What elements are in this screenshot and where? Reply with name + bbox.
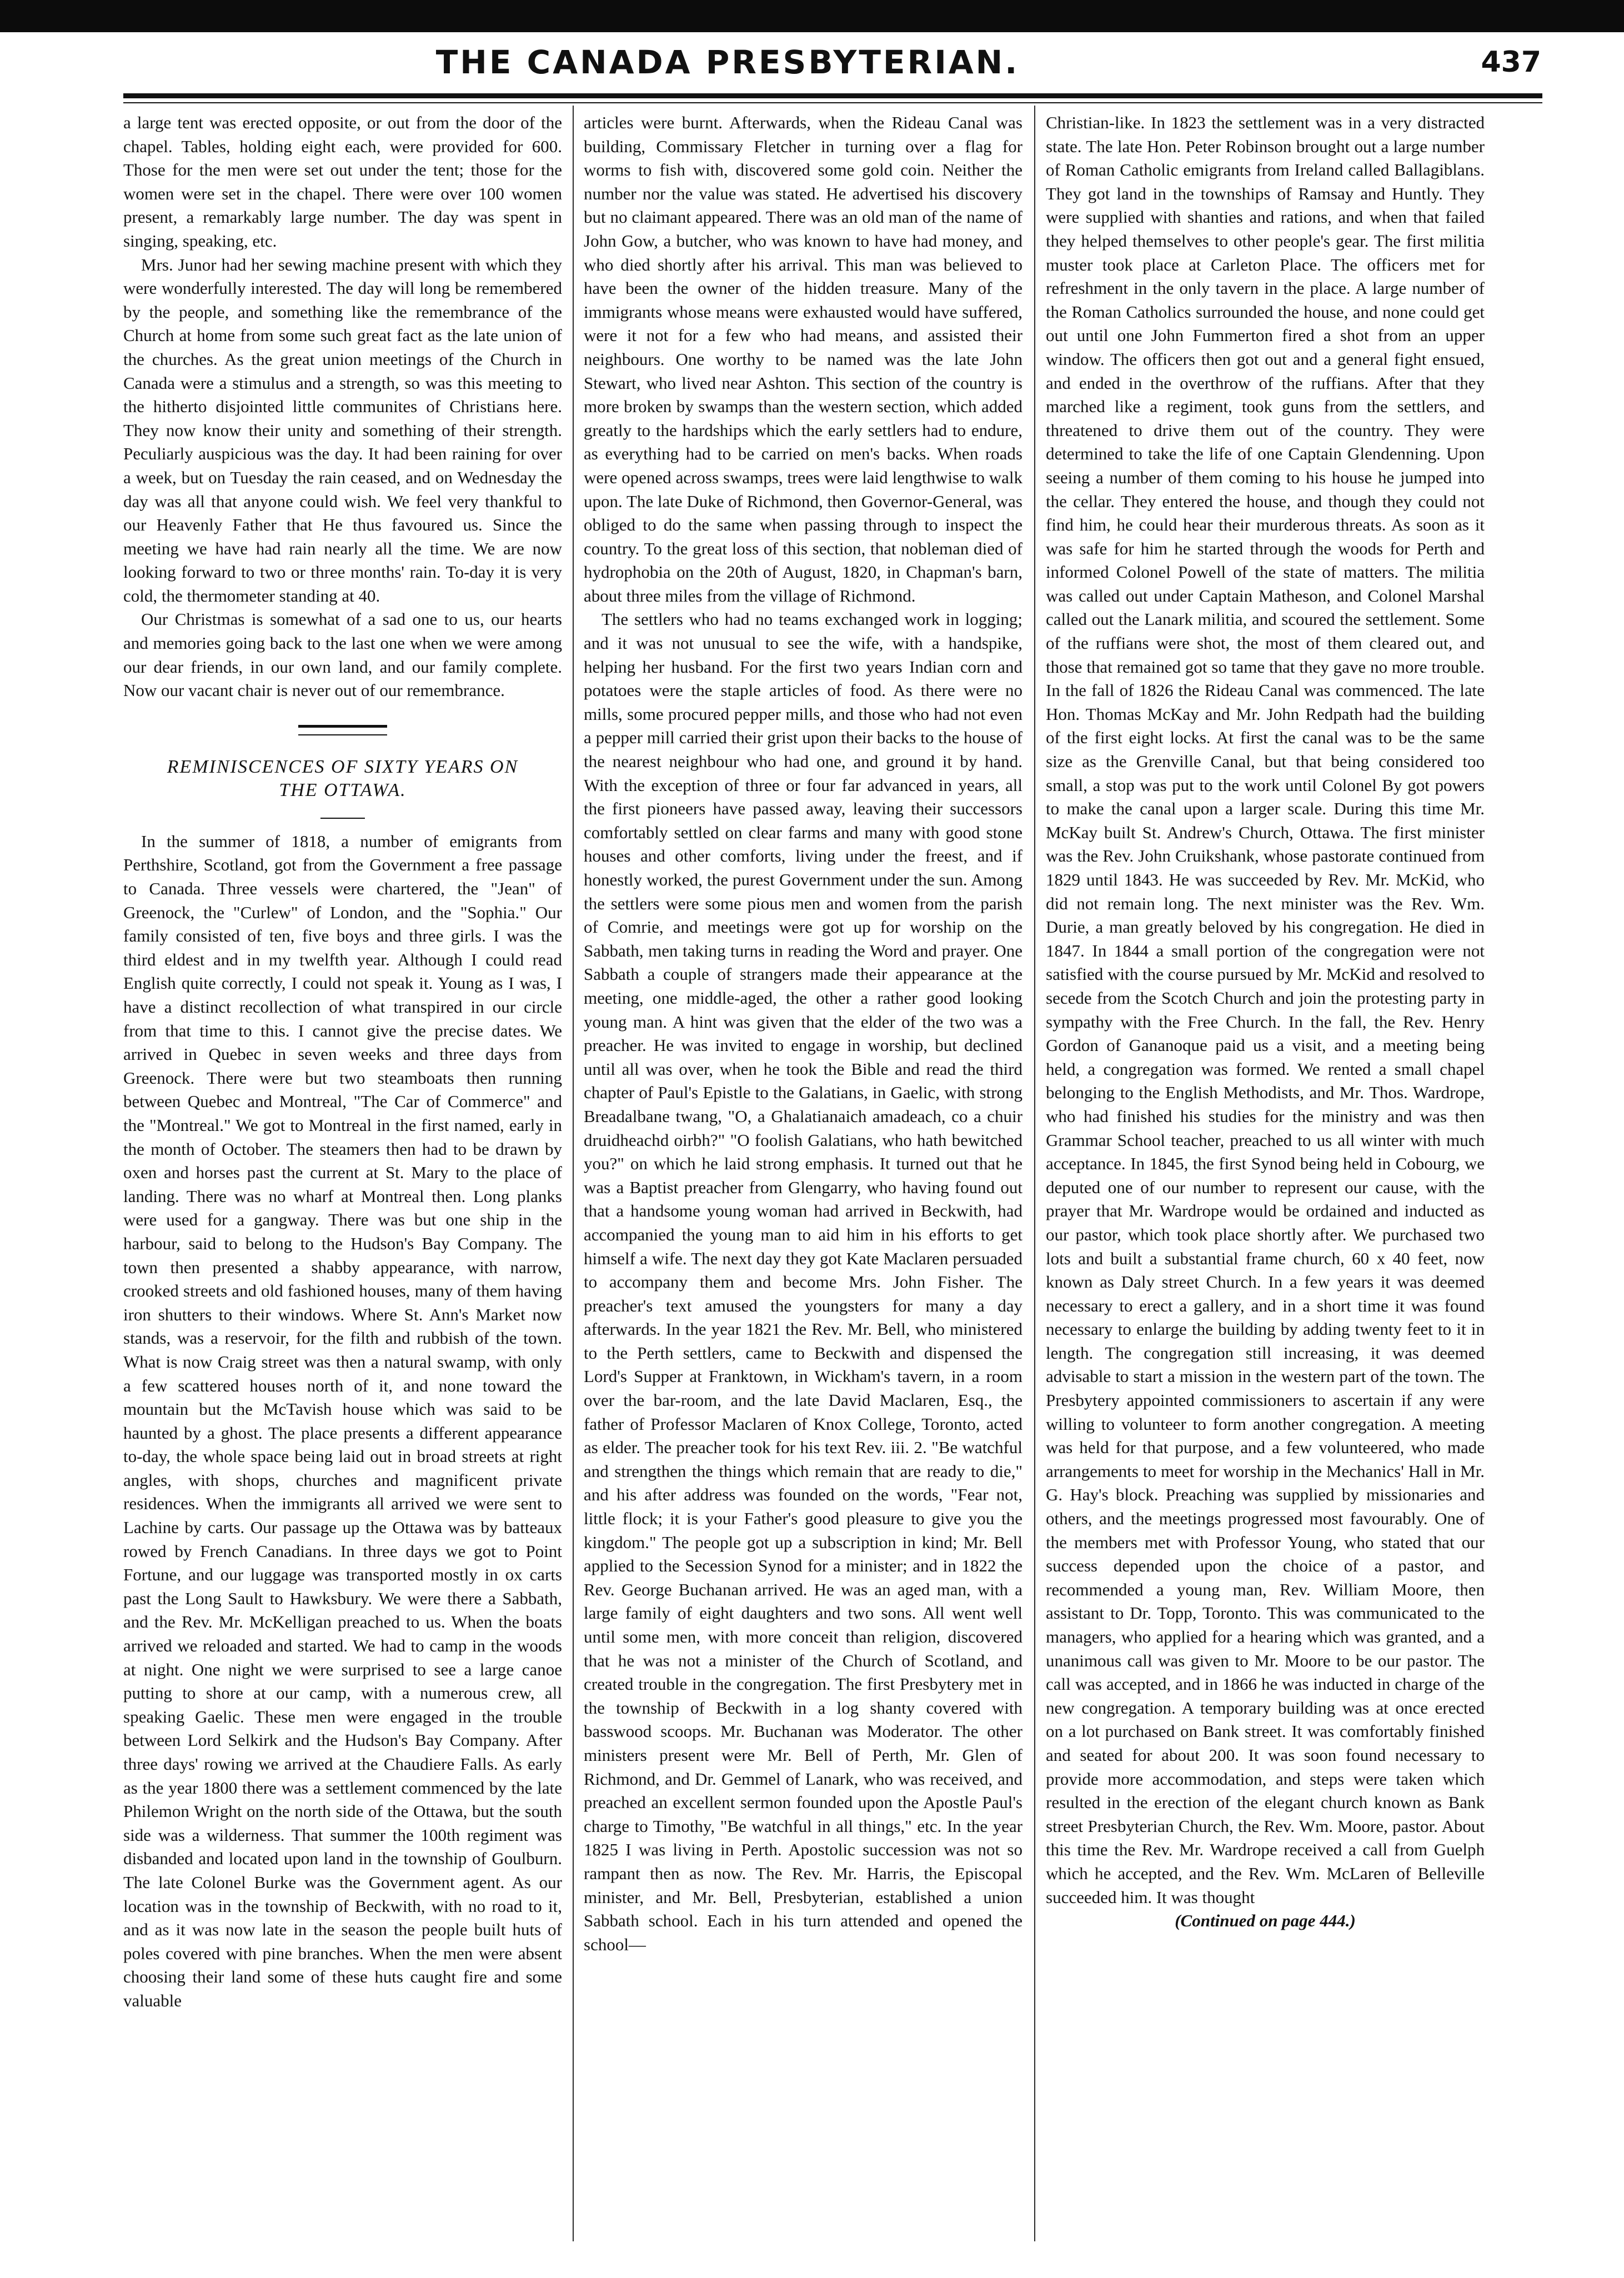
heading-underline	[320, 818, 365, 819]
column-1	[123, 111, 562, 2247]
paragraph: Mrs. Junor had her sewing machine present with which they were wonderfully interested. The day will long be remembered by the people, and something like the remembrance of the Church at home from some such great fact as the late union of the churches. As the great union meetings of the Church in Canada were a stimulus and a strength, so was this meeting to the hitherto disjointed little communites of Christians here. They now know their unity and something of their strength. Peculiarly auspicious was the day. It had been raining for over a week, but on Tuesday the rain ceased, and on Wednesday the day was all that anyone could wish. We feel very thankful to our Heavenly Father that He thus favoured us. Since the meeting we have had rain nearly all the time. We are now looking forward to two or three months' rain. To-day it is very cold, the thermometer standing at 40.	[123, 254, 562, 605]
top-black-border	[0, 0, 1624, 32]
publication-title: THE CANADA PRESBYTERIAN.	[435, 43, 1020, 81]
column-divider-2	[1034, 106, 1035, 2241]
paragraph: articles were burnt. Afterwards, when the Rideau Canal was building, Commissary Fletcher in turning over a flag for worms to fish with, discovered some gold coin. Neither the number nor the value was stated. He advertised his discovery but no claimant appeared. There was an old man of the name of John Gow, a butcher, who was known to have had money, and who died shortly after his arrival. This man was believed to have been the owner of the hidden treasure. Many of the immigrants whose means were exhausted would have suffered, were it not for a few who had means, and assisted their neighbours. One worthy to be named was the late John Stewart, who lived near Ashton. This section of the country is more broken by swamps than the western section, which added greatly to the hardships which the early settlers had to endure, as everything had to be carried on men's backs. When roads were opened across swamps, trees were laid lengthwise to walk upon. The late Duke of Richmond, then Governor-General, was obliged to do the same when passing through to inspect the country. To the great loss of this section, that nobleman died of hydrophobia on the 20th of August, 1820, in Chapman's barn, about three miles from the village of Richmond.	[584, 113, 1022, 605]
paragraph: a large tent was erected opposite, or out from the door of the chapel. Tables, holding eight each, were provided for 600. Those for the men were set out under the tent; those for the women were set in the chapel. There were over 100 women present, a remarkably large number. The day was spent in singing, speaking, etc.	[123, 113, 562, 251]
column-3	[1046, 111, 1485, 2247]
article-heading	[123, 755, 562, 802]
paragraph: The settlers who had no teams exchanged work in logging; and it was not unusual to see the wife, with a handspike, helping her husband. For the first two years Indian corn and potatoes were the staple articles of food. As there were no mills, some procured pepper mills, and those who had not even a pepper mill carried their grist upon their backs to the house of the nearest neighbour who had one, and ground it by hand. With the exception of three or four far advanced in years, all the first pioneers have passed away, leaving their successors comfortably settled on clear farms and many with good stone houses and other comforts, living under the freest, and if honestly worked, the purest Government under the sun. Among the settlers were some pious men and women from the parish of Comrie, and meetings were got up for worship on the Sabbath, men taking turns in reading the Word and prayer. One Sabbath a couple of strangers made their appearance at the meeting, one middle-aged, the other a rather good looking young man. A hint was given that the elder of the two was a preacher. He was invited to engage in worship, but declined until all was over, when he took the Bible and read the third chapter of Paul's Epistle to the Galatians, in Gaelic, with strong Breadalbane twang, "O, a Ghalatianaich amadeach, co a chuir druidheachd oirbh?" "O foolish Galatians, who hath bewitched you?" on which he laid strong emphasis. It turned out that he was a Baptist preacher from Glengarry, who having found out that a handsome young woman had arrived in Beckwith, had accompanied the young man to aid him in his efforts to get himself a wife. The next day they got Kate Maclaren persuaded to accompany them and become Mrs. John Fisher. The preacher's text amused the youngsters for many a day afterwards. In the year 1821 the Rev. Mr. Bell, who ministered to the Perth settlers, came to Beckwith and dispensed the Lord's Supper at Franktown, in Wickham's tavern, in a room over the bar-room, and the late David Maclaren, Esq., the father of Professor Maclaren of Knox College, Toronto, acted as elder. The preacher took for his text Rev. iii. 2. "Be watchful and strengthen the things which remain that are ready to die," and his after address was founded on the words, "Fear not, little flock; it is your Father's good pleasure to give you the kingdom." The people got up a subscription in kind; Mr. Bell applied to the Secession Synod for a minister; and in 1822 the Rev. George Buchanan arrived. He was an aged man, with a large family of eight daughters and two sons. All went well until some men, with more conceit than religion, discovered that he was not a minister of the Church of Scotland, and created trouble in the congregation. The first Presbytery met in the township of Beckwith in a log shanty covered with basswood scoops. Mr. Buchanan was Moderator. The other ministers present were Mr. Bell of Perth, Mr. Glen of Richmond, and Dr. Gemmel of Lanark, who was received, and preached an excellent sermon founded upon the Apostle Paul's charge to Timothy, "Be watchful in all things," etc. In the year 1825 I was living in Perth. Apostolic succession was not so rampant then as now. The Rev. Mr. Harris, the Episcopal minister, and Mr. Bell, Presbyterian, established a union Sabbath school. Each in his turn attended and opened the school—	[584, 609, 1022, 1954]
masthead	[119, 43, 1541, 93]
column-2	[584, 111, 1022, 2247]
page-number: 437	[1481, 46, 1541, 79]
paragraph: Our Christmas is somewhat of a sad one to us, our hearts and memories going back to the last one when we were among our dear friends, in our own land, and our family complete. Now our vacant chair is never out of our remembrance.	[123, 609, 562, 700]
header-rule-thick	[123, 93, 1542, 98]
continued-note: (Continued on page 444.)	[1175, 1911, 1356, 1931]
paragraph: Christian-like. In 1823 the settlement was in a very distracted state. The late Hon. Peter Robinson brought out a large number of Roman Catholic emigrants from Ireland called Ballagiblans. They got land in the townships of Ramsay and Huntly. They were supplied with shanties and rations, and when that failed they helped themselves to other people's gear. The first militia muster took place at Carleton Place. The officers met for refreshment in the only tavern in the place. A large number of the Roman Catholics surrounded the house, and none could get out until one John Fummerton fired a shot from an upper window. The officers then got out and a general fight ensued, and ended in the overthrow of the ruffians. After that they marched like a regiment, took guns from the settlers, and threatened to drive them out of the country. They were determined to take the life of one Captain Glendenning. Upon seeing a number of them coming to his house he jumped into the cellar. They entered the house, and though they could not find him, he could hear their murderous threats. As soon as it was safe for him he started through the woods for Perth and informed Colonel Powell of the state of matters. The militia was called out under Captain Matheson, and Colonel Marshal called out the Lanark militia, and scoured the settlement. Some of the ruffians were shot, the most of them cleared out, and those that remained got so tame that they gave no more trouble. In the fall of 1826 the Rideau Canal was commenced. The late Hon. Thomas McKay and Mr. John Redpath had the building of the first eight locks. At first the canal was to be the same size as the Grenville Canal, but that being considered too small, a stop was put to the work until Colonel By got powers to make the canal upon a larger scale. During this time Mr. McKay built St. Andrew's Church, Ottawa. The first minister was the Rev. John Cruikshank, whose pastorate continued from 1829 until 1843. He was succeeded by Rev. Mr. McKid, who did not remain long. The next minister was the Rev. Wm. Durie, a man greatly beloved by his congregation. He died in 1847. In 1844 a small portion of the congregation were not satisfied with the course pursued by Mr. McKid and resolved to secede from the Scotch Church and join the protesting party in sympathy with the Free Church. In the fall, the Rev. Henry Gordon of Gananoque paid us a visit, and a meeting being held, a congregation was formed. We rented a small chapel belonging to the English Methodists, and Mr. Thos. Wardrope, who had finished his studies for the ministry and was then Grammar School teacher, preached to us all winter with much acceptance. In 1845, the first Synod being held in Cobourg, we deputed one of our number to represent our cause, with the prayer that Mr. Wardrope would be ordained and inducted as our pastor, which took place shortly after. We purchased two lots and built a substantial frame church, 60 x 40 feet, now known as Daly street Church. In a few years it was deemed necessary to erect a gallery, and in a short time it was found necessary to enlarge the building by adding twenty feet to it in length. The congregation still increasing, it was deemed advisable to start a mission in the western part of the town. The Presbytery appointed commissioners to ascertain if any were willing to volunteer to form another congregation. A meeting was held for that purpose, and a few volunteered, who made arrangements to meet for worship in the Mechanics' Hall in Mr. G. Hay's block. Preaching was supplied by missionaries and others, and the meetings progressed most favourably. One of the members met with Professor Young, who stated that our success depended upon the choice of a pastor, and recommended a young man, Rev. William Moore, then assistant to Dr. Topp, Toronto. This was communicated to the managers, who applied for a hearing which was granted, and a unanimous call was given to Mr. Moore to be our pastor. The call was accepted, and in 1866 he was inducted in charge of the new congregation. A temporary building was at once erected on a lot purchased on Bank street. It was comfortably finished and seated for about 200. It was soon found necessary to provide more accommodation, and steps were taken which resulted in the erection of the elegant church known as Bank street Presbyterian Church, the Rev. Wm. Moore, pastor. About this time the Rev. Mr. Wardrope received a call from Guelph which he accepted, and the Rev. Wm. McLaren of Belleville succeeded him. It was thought	[1046, 113, 1485, 1907]
article-heading-line-2: THE OTTAWA.	[279, 779, 407, 800]
section-divider	[298, 725, 387, 735]
article-heading-line-1: REMINISCENCES OF SIXTY YEARS ON	[167, 756, 519, 777]
column-divider-1	[573, 106, 574, 2241]
paragraph: In the summer of 1818, a number of emigrants from Perthshire, Scotland, got from the Government a free passage to Canada. Three vessels were chartered, the "Jean" of Greenock, the "Curlew" of London, and the "Sophia." Our family consisted of ten, five boys and three girls. I was the third eldest and in my twelfth year. Although I could read English quite correctly, I could not speak it. Young as I was, I have a distinct recollection of what transpired in our circle from that time to this. I cannot give the precise dates. We arrived in Quebec in seven weeks and three days from Greenock. There were but two steamboats then running between Quebec and Montreal, "The Car of Commerce" and the "Montreal." We got to Montreal in the first named, early in the month of October. The steamers then had to be drawn by oxen and horses past the current at St. Mary to the place of landing. There was no wharf at Montreal then. Long planks were used for a gangway. There was but one ship in the harbour, said to belong to the Hudson's Bay Company. The town then presented a shabby appearance, with narrow, crooked streets and old fashioned houses, many of them having iron shutters to their windows. Where St. Ann's Market now stands, was a reservoir, for the filth and rubbish of the town. What is now Craig street was then a natural swamp, with only a few scattered houses north of it, and none toward the mountain but the McTavish house which was said to be haunted by a ghost. The place presents a different appearance to-day, the whole space being laid out in broad streets at right angles, with shops, churches and magnificent private residences. When the immigrants all arrived we were sent to Lachine by carts. Our passage up the Ottawa was by batteaux rowed by French Canadians. In three days we got to Point Fortune, and our luggage was transported mostly in ox carts past the Long Sault to Hawksbury. We were there a Sabbath, and the Rev. Mr. McKelligan preached to us. When the boats arrived we reloaded and started. We had to camp in the woods at night. One night we were surprised to see a large canoe putting to shore at our camp, with a numerous crew, all speaking Gaelic. These men were engaged in the trouble between Lord Selkirk and the Hudson's Bay Company. After three days' rowing we arrived at the Chaudiere Falls. As early as the year 1800 there was a settlement commenced by the late Philemon Wright on the north side of the Ottawa, but the south side was a wilderness. That summer the 100th regiment was disbanded and located upon land in the township of Goulburn. The late Colonel Burke was the Government agent. As our location was in the township of Beckwith, with no road to it, and as it was now late in the season the people built huts of poles covered with pine branches. When the men were absent choosing their land some of these huts caught fire and some valuable	[123, 831, 562, 2010]
header-rule-thin	[123, 102, 1542, 103]
